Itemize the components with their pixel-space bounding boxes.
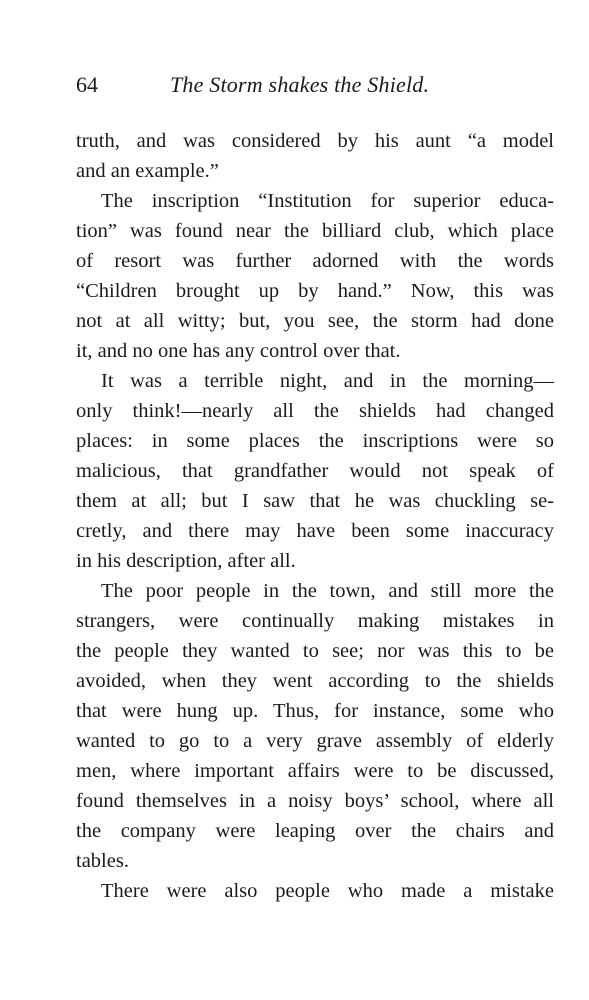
text-line: wanted to go to a very grave assembly of elderly [76,730,554,752]
text-line: avoided, when they went according to the shields [76,670,554,692]
text-line: that were hung up. Thus, for instance, some who [76,700,554,722]
text-line: malicious, that grandfather would not speak of [76,460,554,482]
text-line: The inscription “Institution for superior educa- [101,190,554,212]
page-number: 64 [76,72,98,97]
page-header [76,72,556,106]
text-line: truth, and was considered by his aunt “a model [76,130,554,152]
text-line: the company were leaping over the chairs and [76,820,554,842]
text-line: tion” was found near the billiard club, which place [76,220,554,242]
text-line: it, and no one has any control over that. [76,340,401,362]
text-line: “Children brought up by hand.” Now, this was [76,280,554,302]
running-title: The Storm shakes the Shield. [170,72,430,97]
text-line: cretly, and there may have been some inaccuracy [76,520,554,542]
text-line: men, where important affairs were to be discussed, [76,760,554,782]
text-line: places: in some places the inscriptions were so [76,430,554,452]
text-line: them at all; but I saw that he was chuckling se- [76,490,554,512]
text-line: strangers, were continually making mistakes in [76,610,554,632]
text-line: and an example.” [76,160,219,182]
text-line: tables. [76,850,129,872]
text-line: There were also people who made a mistake [101,880,554,902]
text-line: It was a terrible night, and in the morning— [101,370,554,392]
text-line: only think!—nearly all the shields had changed [76,400,554,422]
text-line: The poor people in the town, and still more the [101,580,554,602]
text-line: of resort was further adorned with the words [76,250,554,272]
text-line: in his description, after all. [76,550,296,572]
text-line: found themselves in a noisy boys’ school, where all [76,790,554,812]
text-line: the people they wanted to see; nor was this to be [76,640,554,662]
text-line: not at all witty; but, you see, the storm had done [76,310,554,332]
